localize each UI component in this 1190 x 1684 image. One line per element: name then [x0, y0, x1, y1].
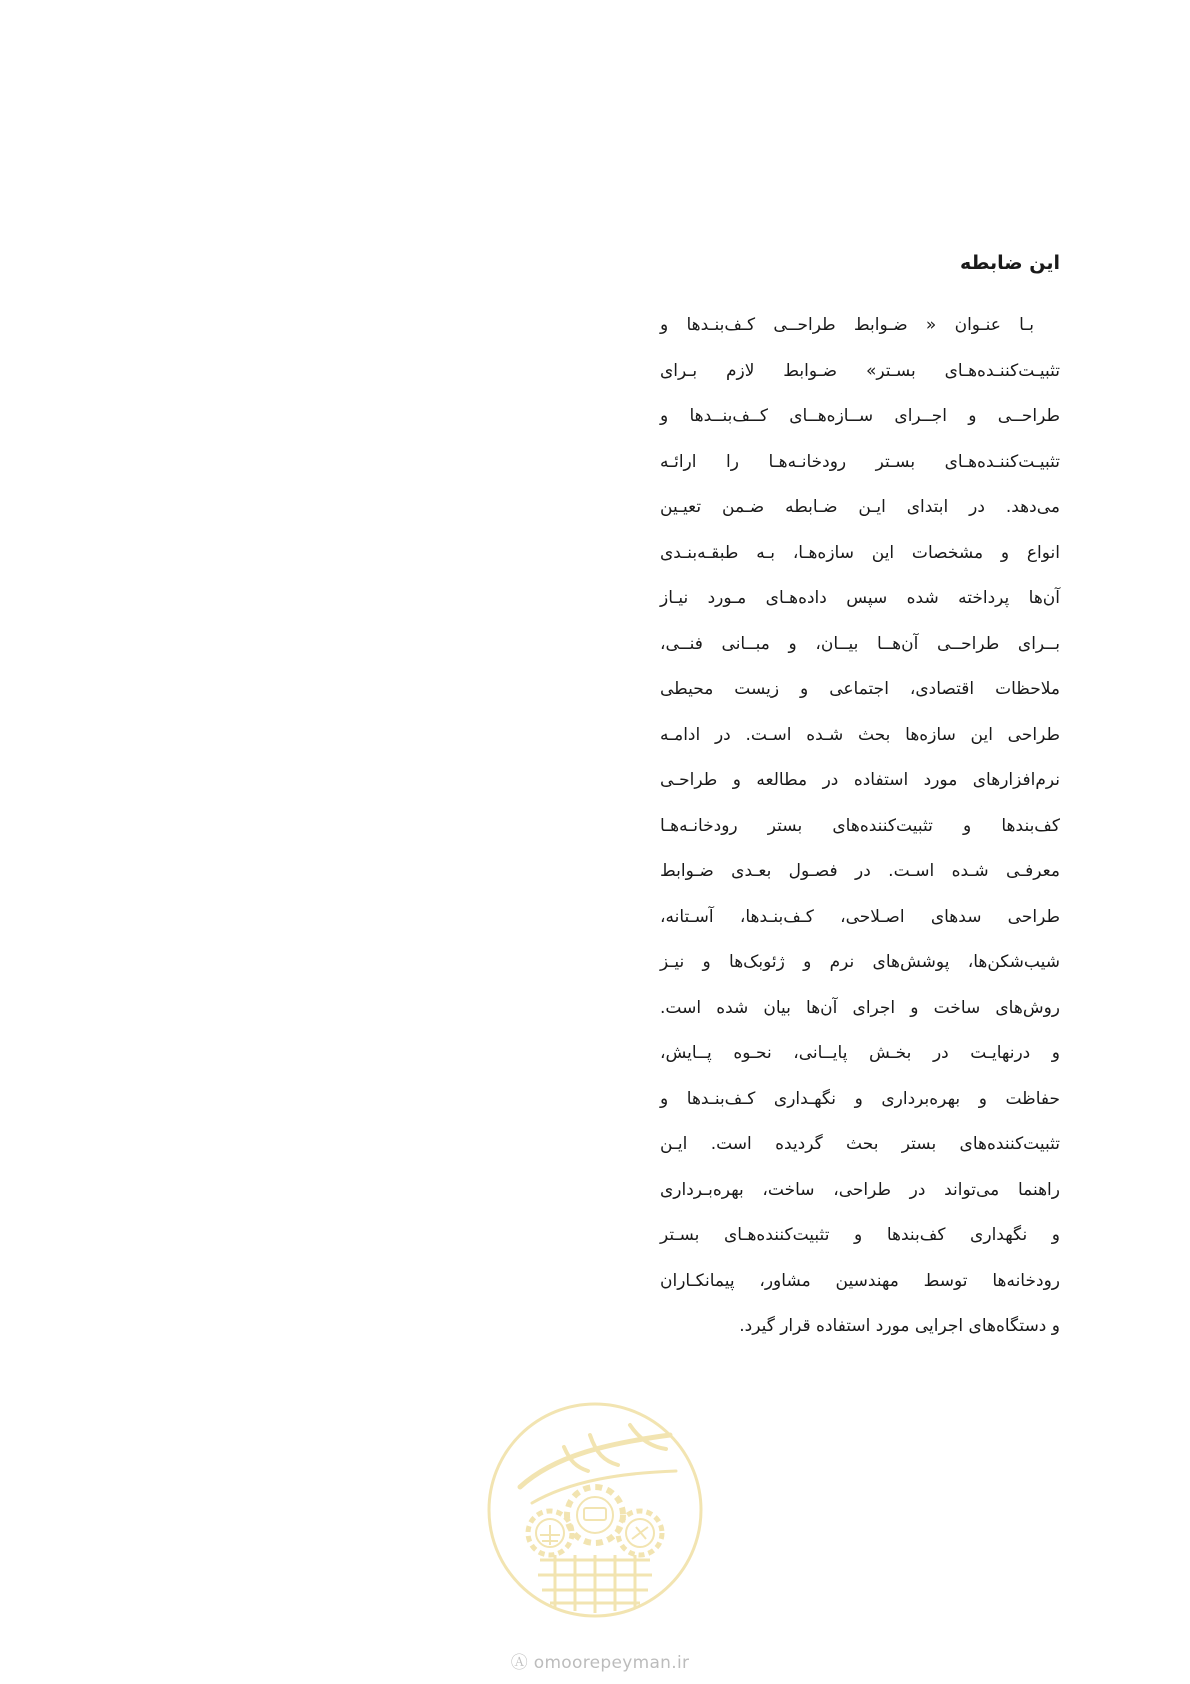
paragraph-line: تثبیـت‌کننـده‌هـای بسـتر رودخانـه‌هـا را ارائـه [660, 451, 1060, 472]
paragraph-line: معرفـی شـده اسـت. در فصـول بعـدی ضـوابط [660, 861, 1060, 881]
section-heading: این ضابطه [959, 252, 1060, 274]
paragraph-line: روش‌های ساخت و اجرای آن‌ها بیان شده است. [660, 997, 1060, 1018]
paragraph-line: طراحی این سازه‌ها بحث شـده اسـت. در ادامـه [660, 724, 1060, 745]
paragraph-line: ملاحظات اقتصادی، اجتماعی و زیست محیطی [660, 679, 1060, 699]
paragraph-line: آن‌ها پرداخته شده سپس داده‌هـای مـورد نیـاز [660, 588, 1060, 608]
at-sign-icon: Ⓐ [510, 1653, 529, 1673]
paragraph-line: رودخانه‌ها توسط مهندسین مشاور، پیمانکـاران [660, 1270, 1060, 1291]
body-paragraph [660, 310, 1060, 1357]
watermark-logo [480, 1395, 710, 1625]
paragraph-line: کف‌بندها و تثبیت‌کننده‌های بستر رودخانـه‌هـا [660, 815, 1060, 836]
watermark-url-text: omoorepeyman.ir [533, 1653, 690, 1673]
gear-seal-icon [480, 1395, 710, 1625]
paragraph-line: طراحــی و اجــرای ســازه‌هــای کــف‌بنــدها و [660, 406, 1060, 426]
paragraph-line: بـا عنـوان « ضـوابط طراحــی کـف‌بنـدها و [660, 315, 1034, 335]
watermark-url [490, 1648, 710, 1673]
paragraph-line: می‌دهد. در ابتدای ایـن ضـابطه ضـمن تعیـین [660, 497, 1060, 517]
paragraph-line: نرم‌افزارهای مورد استفاده در مطالعه و طراحـی [660, 770, 1060, 790]
paragraph-line: شیب‌شکن‌ها، پوشش‌های نرم و ژئوبک‌ها و نیـز [660, 952, 1060, 972]
paragraph-line: طراحی سدهای اصـلاحی، کـف‌بنـدها، آسـتانه، [660, 906, 1060, 927]
paragraph-line: و دستگاه‌های اجرایی مورد استفاده قرار گیرد. [739, 1316, 1060, 1336]
paragraph-line: تثبیـت‌کننـده‌هـای بسـتر» ضـوابط لازم بـرای [660, 360, 1060, 381]
paragraph-line: و نگهداری کف‌بندها و تثبیت‌کننده‌هـای بسـتر [660, 1225, 1060, 1245]
paragraph-line: انواع و مشخصات این سازه‌هـا، بـه طبقـه‌بنـدی [660, 542, 1060, 563]
paragraph-line: حفاظت و بهره‌برداری و نگهـداری کـف‌بنـدها و [660, 1088, 1060, 1109]
paragraph-line: و درنهایـت در بخـش پایــانی، نحـوه پــایش، [660, 1043, 1060, 1063]
paragraph-line: راهنما می‌تواند در طراحی، ساخت، بهره‌بـرداری [660, 1179, 1060, 1200]
paragraph-line: تثبیت‌کننده‌های بستر بحث گردیده است. ایـن [660, 1134, 1060, 1154]
paragraph-line: بــرای طراحــی آن‌هــا بیــان، و مبــانی فنــی، [660, 633, 1060, 654]
